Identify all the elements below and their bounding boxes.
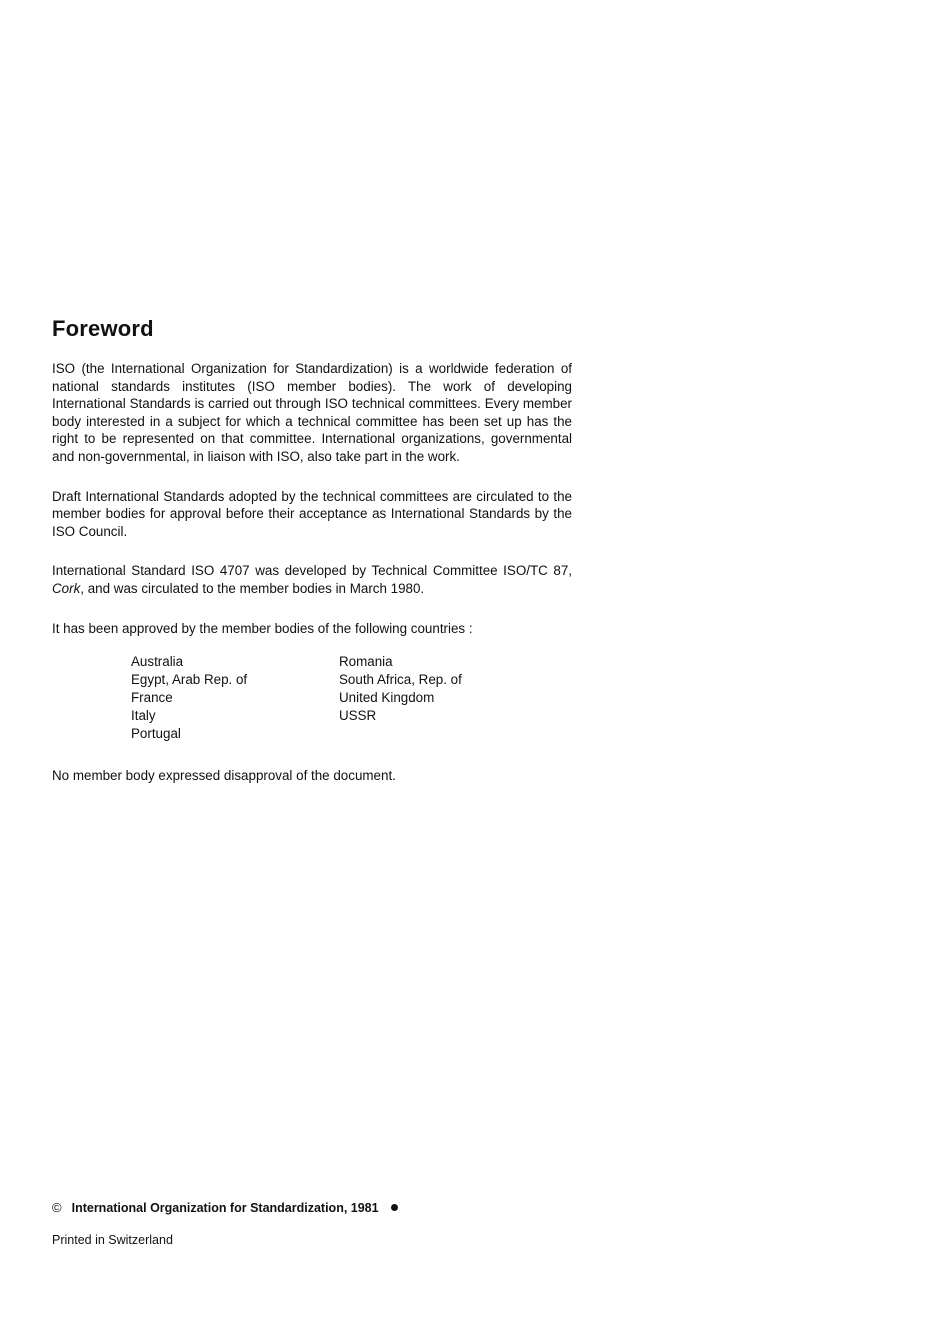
list-item: Australia xyxy=(131,654,184,670)
foreword-section xyxy=(52,316,572,807)
list-item: Romania xyxy=(339,654,393,670)
list-item: Italy xyxy=(131,708,156,724)
page-title: Foreword xyxy=(52,316,154,341)
list-item: USSR xyxy=(339,708,377,724)
country-list-left xyxy=(131,653,339,743)
paragraph-no-disapproval: No member body expressed disapproval of the document. xyxy=(52,768,396,784)
paragraph-standard-text-end: , and was circulated to the member bodies in March 1980. xyxy=(80,580,425,596)
list-item: South Africa, Rep. of xyxy=(339,672,462,688)
paragraph-standard-development xyxy=(52,562,572,597)
list-item: France xyxy=(131,690,173,706)
list-item: United Kingdom xyxy=(339,690,435,706)
copyright-icon: © xyxy=(52,1200,62,1215)
paragraph-draft-standards: Draft International Standards adopted by the technical committees are circulated to the member bodies for approval before their acceptance as International Standards by the ISO Council. xyxy=(52,488,572,539)
bullet-icon xyxy=(391,1204,398,1211)
copyright-text: International Organization for Standardization, 1981 xyxy=(71,1200,379,1215)
country-list xyxy=(131,653,572,743)
paragraph-approval: It has been approved by the member bodies of the following countries : xyxy=(52,620,473,636)
list-item: Portugal xyxy=(131,726,181,742)
list-item: Egypt, Arab Rep. of xyxy=(131,672,248,688)
paragraph-iso-intro: ISO (the International Organization for Standardization) is a worldwide federation of national standards institutes (ISO member bodies). The work of developing International Standards is carried out through ISO technical committees. Every member body interested in a subject for which a technical committee has been set up has the right to be represented on that committee. International organizations, governmental and non-governmental, in liaison with ISO, also take part in the work. xyxy=(52,361,572,464)
country-list-right xyxy=(339,653,539,743)
committee-name: Cork xyxy=(52,580,81,596)
paragraph-standard-text-start: International Standard ISO 4707 was developed by Technical Committee ISO/TC 87, xyxy=(52,563,572,579)
copyright-line xyxy=(52,1200,398,1215)
printed-location: Printed in Switzerland xyxy=(52,1233,173,1247)
